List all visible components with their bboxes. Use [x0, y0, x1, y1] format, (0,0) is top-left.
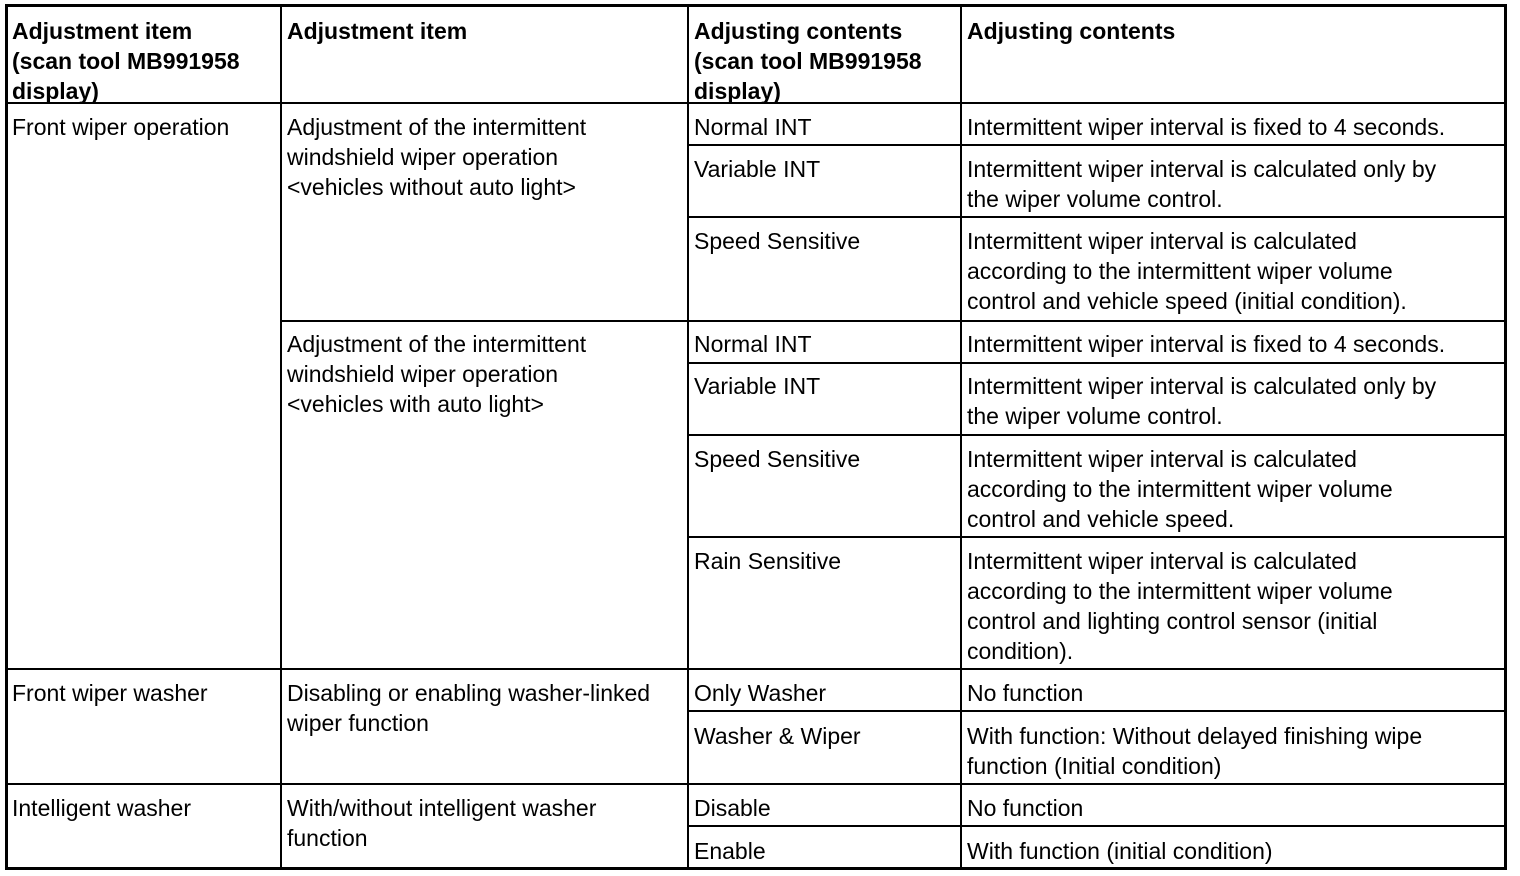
header-adjusting-contents-display: Adjusting contents (scan tool MB991958 display)	[694, 18, 922, 104]
row-contents: Intermittent wiper interval is calculated only by the wiper volume control.	[967, 373, 1437, 429]
group-divider	[8, 783, 1504, 785]
row-divider	[687, 144, 1504, 146]
row-setting: Normal INT	[694, 114, 812, 140]
row-divider	[687, 434, 1504, 436]
row-setting: Variable INT	[694, 373, 821, 399]
row-contents: Intermittent wiper interval is calculated according to the intermittent wiper volume control and lighting control sensor (initial condition).	[967, 548, 1393, 664]
row-divider	[687, 710, 1504, 712]
row-contents: With function (initial condition)	[967, 838, 1273, 864]
row-contents: With function: Without delayed finishing wipe function (Initial condition)	[967, 723, 1423, 779]
row-setting: Washer & Wiper	[694, 723, 861, 749]
row-setting: Enable	[694, 838, 766, 864]
row-setting: Normal INT	[694, 331, 812, 357]
row-divider	[687, 536, 1504, 538]
header-adjustment-item-display: Adjustment item (scan tool MB991958 display)	[12, 18, 240, 104]
subgroup-washer-linked: Disabling or enabling washer-linked wiper function	[287, 680, 651, 736]
row-setting: Rain Sensitive	[694, 548, 842, 574]
group-front-wiper-operation: Front wiper operation	[12, 114, 230, 140]
group-front-wiper-washer: Front wiper washer	[12, 680, 208, 706]
subgroup-with-auto-light: Adjustment of the intermittent windshield wiper operation <vehicles with auto light>	[287, 331, 587, 417]
subgroup-intelligent-washer: With/without intelligent washer function	[287, 795, 597, 851]
group-intelligent-washer: Intelligent washer	[12, 795, 191, 821]
settings-table	[5, 4, 1507, 870]
row-setting: Disable	[694, 795, 771, 821]
column-divider	[280, 7, 282, 867]
row-divider	[687, 362, 1504, 364]
row-contents: No function	[967, 680, 1084, 706]
subgroup-without-auto-light: Adjustment of the intermittent windshield wiper operation <vehicles without auto light>	[287, 114, 587, 200]
header-adjustment-item: Adjustment item	[287, 18, 468, 44]
row-setting: Only Washer	[694, 680, 827, 706]
row-contents: Intermittent wiper interval is calculated only by the wiper volume control.	[967, 156, 1437, 212]
row-setting: Speed Sensitive	[694, 228, 861, 254]
row-setting: Speed Sensitive	[694, 446, 861, 472]
row-contents: No function	[967, 795, 1084, 821]
row-setting: Variable INT	[694, 156, 821, 182]
row-contents: Intermittent wiper interval is fixed to 4 seconds.	[967, 331, 1446, 357]
subgroup-divider	[280, 320, 1504, 322]
row-divider	[687, 825, 1504, 827]
group-divider	[8, 668, 1504, 670]
row-divider	[687, 216, 1504, 218]
header-adjusting-contents: Adjusting contents	[967, 18, 1176, 44]
row-contents: Intermittent wiper interval is calculated according to the intermittent wiper volume control and vehicle speed.	[967, 446, 1393, 532]
column-divider	[960, 7, 962, 867]
row-contents: Intermittent wiper interval is calculated according to the intermittent wiper volume control and vehicle speed (initial condition).	[967, 228, 1407, 314]
row-contents: Intermittent wiper interval is fixed to 4 seconds.	[967, 114, 1446, 140]
column-divider	[687, 7, 689, 867]
